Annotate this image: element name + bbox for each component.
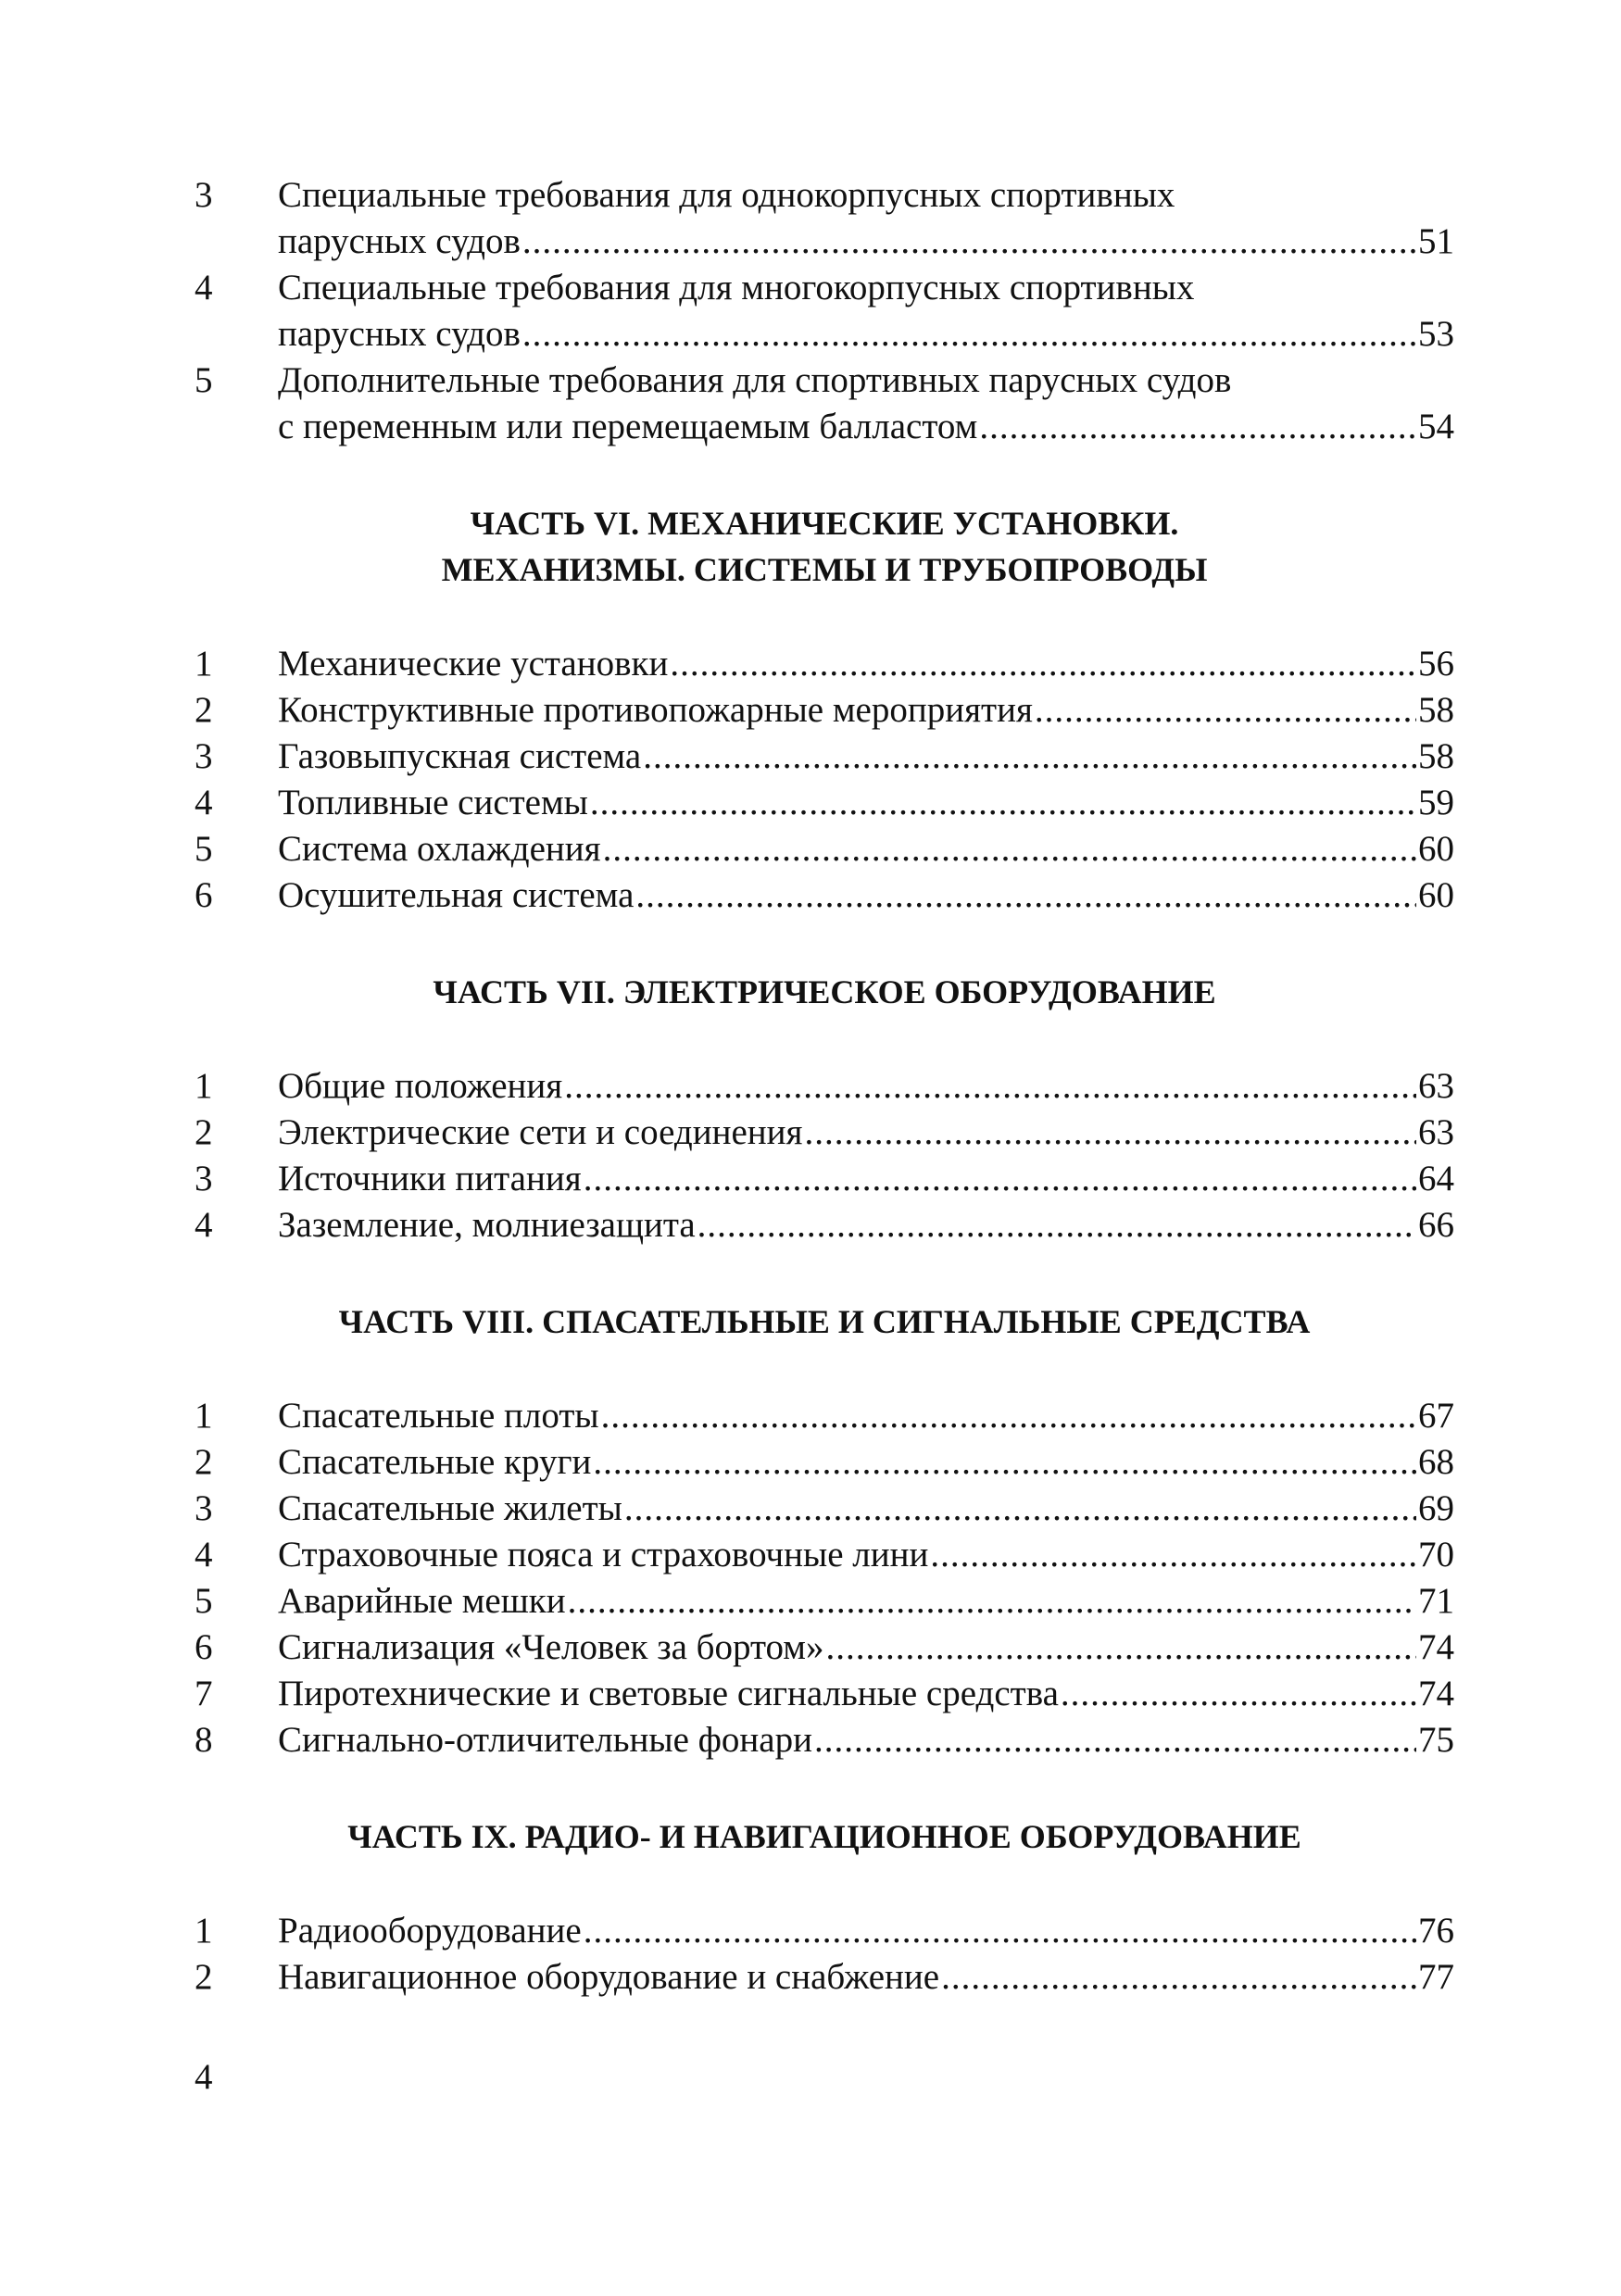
toc-entry[interactable]: [195, 872, 1454, 919]
toc-entry-title: Система охлаждения: [278, 829, 601, 869]
toc-entry[interactable]: [195, 826, 1454, 872]
toc-entry-number: 2: [195, 1957, 213, 1997]
toc-entry-title: Конструктивные противопожарные мероприятия: [278, 690, 1033, 730]
part-title: ЧАСТЬ VII. ЭЛЕКТРИЧЕСКОЕ ОБОРУДОВАНИЕ: [433, 973, 1216, 1010]
toc-entry-title: Источники питания: [278, 1159, 582, 1198]
toc-entry-title: Общие положения: [278, 1066, 563, 1106]
toc-entry-number: 3: [195, 1159, 213, 1198]
toc-entry-page: 60: [1418, 875, 1454, 915]
dot-leader: [584, 1156, 1416, 1202]
toc-entry-title: парусных судов: [278, 314, 521, 354]
toc-entry-number: 4: [195, 783, 213, 822]
toc-entry-title: Заземление, молниезащита: [278, 1205, 696, 1245]
toc-entry-number: 5: [195, 829, 213, 869]
toc-entry-number: 1: [195, 1396, 213, 1436]
toc-entry-number: 3: [195, 736, 213, 776]
toc-entry-page: 75: [1418, 1720, 1454, 1760]
toc-entry[interactable]: [195, 358, 1454, 450]
toc-entry-page: 71: [1418, 1581, 1454, 1621]
toc-entry-page: 69: [1418, 1488, 1454, 1528]
dot-leader: [643, 734, 1416, 780]
dot-leader: [584, 1908, 1416, 1954]
toc-entry[interactable]: [195, 1486, 1454, 1532]
dot-leader: [568, 1578, 1416, 1625]
dot-leader: [522, 219, 1416, 265]
part-title: ЧАСТЬ IX. РАДИО- И НАВИГАЦИОННОЕ ОБОРУДОВАНИЕ: [347, 1818, 1301, 1855]
toc-entry-page: 66: [1418, 1205, 1454, 1245]
dot-leader: [979, 404, 1416, 450]
toc-entry-title: Страховочные пояса и страховочные лини: [278, 1535, 929, 1575]
toc-entry-page: 77: [1418, 1957, 1454, 1997]
dot-leader: [624, 1486, 1416, 1532]
toc-entry-title: Навигационное оборудование и снабжение: [278, 1957, 940, 1997]
toc-entry-title: Топливные системы: [278, 783, 588, 822]
toc-entry-title: Сигнально-отличительные фонари: [278, 1720, 812, 1760]
toc-entry-number: 1: [195, 1066, 213, 1106]
dot-leader: [814, 1717, 1416, 1763]
toc-entry-number: 4: [195, 268, 213, 307]
toc-entry-page: 54: [1418, 407, 1454, 446]
toc-entry[interactable]: [195, 1110, 1454, 1156]
toc-entry-page: 63: [1418, 1112, 1454, 1152]
toc-entry[interactable]: [195, 734, 1454, 780]
toc-entry[interactable]: [195, 687, 1454, 734]
toc-entry[interactable]: [195, 1671, 1454, 1717]
toc-entry[interactable]: [195, 1532, 1454, 1578]
dot-leader: [593, 1439, 1416, 1486]
dot-leader: [697, 1202, 1416, 1248]
toc-entry-title: Спасательные жилеты: [278, 1488, 622, 1528]
toc-entry-number: 2: [195, 1442, 213, 1482]
dot-leader: [601, 1393, 1416, 1439]
toc-entry-number: 1: [195, 1911, 213, 1951]
toc-entry[interactable]: [195, 1578, 1454, 1625]
toc-entry-page: 64: [1418, 1159, 1454, 1198]
toc-entry[interactable]: [195, 1439, 1454, 1486]
dot-leader: [825, 1625, 1416, 1671]
toc-entry-title: Газовыпускная система: [278, 736, 642, 776]
dot-leader: [1035, 687, 1416, 734]
dot-leader: [603, 826, 1416, 872]
toc-entry-number: 3: [195, 1488, 213, 1528]
dot-leader: [1061, 1671, 1416, 1717]
toc-entry-page: 59: [1418, 783, 1454, 822]
toc-entry[interactable]: [195, 1625, 1454, 1671]
toc-entry-page: 74: [1418, 1674, 1454, 1713]
toc-entry-title: Пиротехнические и световые сигнальные средства: [278, 1674, 1059, 1713]
toc-entry-title: Механические установки: [278, 644, 669, 684]
dot-leader: [635, 872, 1416, 919]
toc-entry[interactable]: [195, 1063, 1454, 1110]
toc-entry[interactable]: [195, 780, 1454, 826]
toc-entry-title: Аварийные мешки: [278, 1581, 566, 1621]
toc-entry-title: Электрические сети и соединения: [278, 1112, 803, 1152]
toc-entry-number: 5: [195, 1581, 213, 1621]
toc-entry-number: 5: [195, 360, 213, 400]
toc-entry-page: 67: [1418, 1396, 1454, 1436]
toc-entry-page: 58: [1418, 690, 1454, 730]
toc-entry-title-line: Дополнительные требования для спортивных парусных судов: [278, 360, 1232, 400]
page-number: 4: [195, 2057, 213, 2097]
toc-entry[interactable]: [195, 1908, 1454, 1954]
toc-entry-page: 58: [1418, 736, 1454, 776]
dot-leader: [670, 641, 1416, 687]
toc-entry[interactable]: [195, 265, 1454, 358]
table-of-contents: [195, 172, 1454, 2001]
dot-leader: [930, 1532, 1416, 1578]
toc-entry-page: 70: [1418, 1535, 1454, 1575]
part-title: ЧАСТЬ VIII. СПАСАТЕЛЬНЫЕ И СИГНАЛЬНЫЕ СРЕДСТВА: [338, 1303, 1311, 1340]
toc-entry[interactable]: [195, 1954, 1454, 2001]
toc-entry[interactable]: [195, 172, 1454, 265]
toc-entry-title: Осушительная система: [278, 875, 635, 915]
part-title: ЧАСТЬ VI. МЕХАНИЧЕСКИЕ УСТАНОВКИ. МЕХАНИЗМЫ. СИСТЕМЫ И ТРУБОПРОВОДЫ: [441, 505, 1208, 588]
toc-entry-number: 2: [195, 1112, 213, 1152]
toc-entry-number: 7: [195, 1674, 213, 1713]
toc-entry-number: 6: [195, 875, 213, 915]
toc-entry-number: 3: [195, 175, 213, 215]
toc-entry-title: Радиооборудование: [278, 1911, 582, 1951]
toc-entry-title: Спасательные круги: [278, 1442, 592, 1482]
toc-entry[interactable]: [195, 641, 1454, 687]
toc-entry-number: 1: [195, 644, 213, 684]
toc-entry-title: парусных судов: [278, 221, 521, 261]
toc-entry-number: 4: [195, 1535, 213, 1575]
dot-leader: [522, 311, 1416, 358]
toc-entry-title-line: Специальные требования для однокорпусных спортивных: [278, 175, 1175, 215]
toc-entry-title: Спасательные плоты: [278, 1396, 599, 1436]
toc-entry-title: с переменным или перемещаемым балластом: [278, 407, 978, 446]
dot-leader: [941, 1954, 1416, 2001]
toc-entry-number: 4: [195, 1205, 213, 1245]
toc-entry-page: 56: [1418, 644, 1454, 684]
toc-entry-page: 63: [1418, 1066, 1454, 1106]
toc-entry[interactable]: [195, 1202, 1454, 1248]
toc-entry-number: 2: [195, 690, 213, 730]
toc-entry-number: 8: [195, 1720, 213, 1760]
toc-entry-title: Сигнализация «Человек за бортом»: [278, 1627, 824, 1667]
toc-entry[interactable]: [195, 1393, 1454, 1439]
toc-entry-page: 60: [1418, 829, 1454, 869]
toc-entry[interactable]: [195, 1156, 1454, 1202]
dot-leader: [804, 1110, 1416, 1156]
dot-leader: [590, 780, 1416, 826]
toc-entry-page: 74: [1418, 1627, 1454, 1667]
toc-entry-page: 68: [1418, 1442, 1454, 1482]
toc-entry-page: 51: [1418, 221, 1454, 261]
toc-entry-page: 53: [1418, 314, 1454, 354]
dot-leader: [564, 1063, 1416, 1110]
toc-entry-number: 6: [195, 1627, 213, 1667]
toc-entry-page: 76: [1418, 1911, 1454, 1951]
toc-entry-title-line: Специальные требования для многокорпусных спортивных: [278, 268, 1195, 307]
toc-entry[interactable]: [195, 1717, 1454, 1763]
